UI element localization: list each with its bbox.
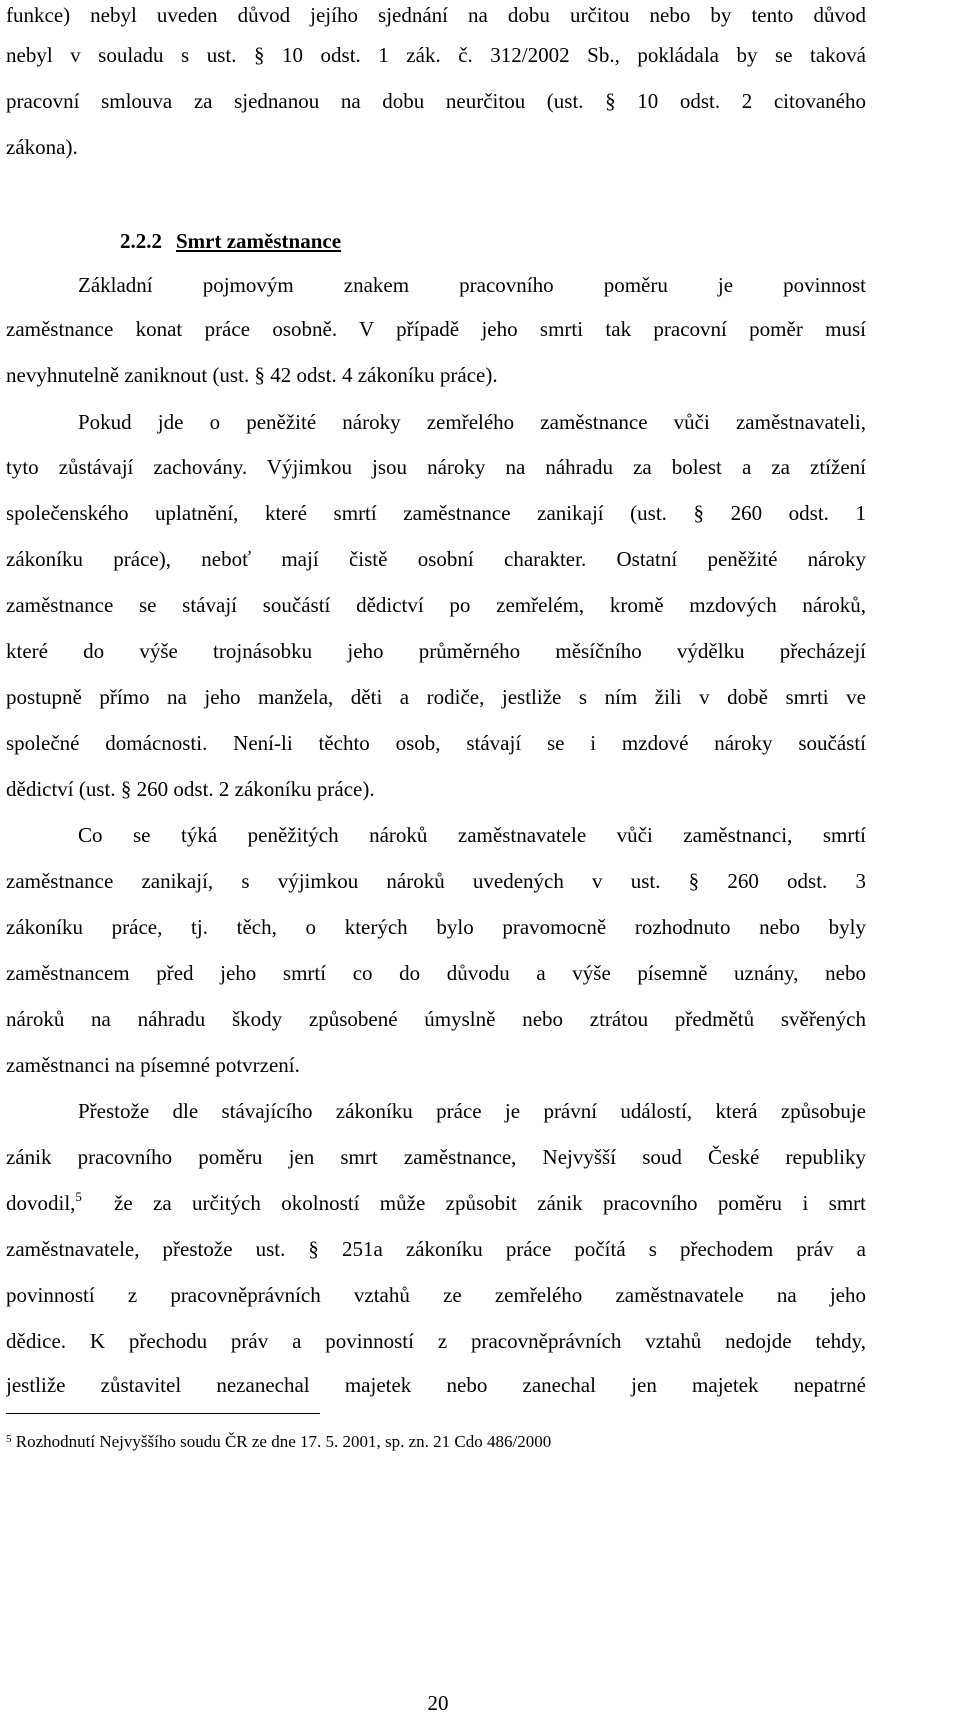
text-line: Pokud jde o peněžité nároky zemřelého zaměstnance vůči zaměstnavateli,: [78, 410, 866, 434]
text-line: Přestože dle stávajícího zákoníku práce je právní událostí, která způsobuje: [78, 1099, 866, 1123]
text-line: pracovní smlouva za sjednanou na dobu neurčitou (ust. § 10 odst. 2 citovaného: [6, 89, 866, 113]
footnote-text: Rozhodnutí Nejvyššího soudu ČR ze dne 17. 5. 2001, sp. zn. 21 Cdo 486/2000: [15, 1432, 552, 1451]
text-line: zákona).: [6, 135, 78, 159]
footnote-reference[interactable]: 5: [75, 1189, 82, 1204]
text-line: zákoníku práce), neboť mají čistě osobní charakter. Ostatní peněžité nároky: [6, 547, 866, 571]
text-fragment: dovodil,: [6, 1191, 76, 1215]
text-line: zákoníku práce, tj. těch, o kterých bylo pravomocně rozhodnuto nebo byly: [6, 915, 866, 939]
text-line: nebyl v souladu s ust. § 10 odst. 1 zák. č. 312/2002 Sb., pokládala by se taková: [6, 43, 866, 67]
text-line: Co se týká peněžitých nároků zaměstnavatele vůči zaměstnanci, smrtí: [78, 823, 866, 847]
text-line: zaměstnance se stávají součástí dědictví po zemřelém, kromě mzdových nároků,: [6, 593, 866, 617]
text-line: že za určitých okolností může způsobit zánik pracovního poměru i smrt: [114, 1191, 866, 1215]
text-line: zaměstnance konat práce osobně. V případě jeho smrti tak pracovní poměr musí: [6, 317, 866, 341]
text-line: zaměstnanci na písemné potvrzení.: [6, 1053, 300, 1077]
page-number: 20: [427, 1691, 449, 1715]
section-title: Smrt zaměstnance: [176, 229, 342, 253]
text-line: nároků na náhradu škody způsobené úmyslně nebo ztrátou předmětů svěřených: [6, 1007, 866, 1031]
text-line: které do výše trojnásobku jeho průměrného měsíčního výdělku přecházejí: [6, 639, 866, 663]
text-line: jestliže zůstavitel nezanechal majetek nebo zanechal jen majetek nepatrné: [6, 1373, 866, 1397]
text-line: postupně přímo na jeho manžela, děti a rodiče, jestliže s ním žili v době smrti ve: [6, 685, 866, 709]
text-line: povinností z pracovněprávních vztahů ze zemřelého zaměstnavatele na jeho: [6, 1283, 866, 1307]
text-line: zaměstnance zanikají, s výjimkou nároků uvedených v ust. § 260 odst. 3: [6, 869, 866, 893]
section-heading: [120, 226, 341, 256]
footnote: [6, 1430, 551, 1454]
section-number: 2.2.2: [120, 229, 162, 253]
text-line: nevyhnutelně zaniknout (ust. § 42 odst. 4 zákoníku práce).: [6, 363, 498, 387]
text-line: dědictví (ust. § 260 odst. 2 zákoníku práce).: [6, 777, 375, 801]
footnote-divider: [6, 1413, 320, 1414]
text-line: zánik pracovního poměru jen smrt zaměstnance, Nejvyšší soud České republiky: [6, 1145, 866, 1169]
text-line: Základní pojmovým znakem pracovního poměru je povinnost: [78, 273, 866, 297]
text-line: společenského uplatnění, které smrtí zaměstnance zanikají (ust. § 260 odst. 1: [6, 501, 866, 525]
text-line: zaměstnancem před jeho smrtí co do důvodu a výše písemně uznány, nebo: [6, 961, 866, 985]
text-line: dědice. K přechodu práv a povinností z pracovněprávních vztahů nedojde tehdy,: [6, 1329, 866, 1353]
footnote-number: 5: [6, 1433, 12, 1445]
text-line: tyto zůstávají zachovány. Výjimkou jsou nároky na náhradu za bolest a za ztížení: [6, 455, 866, 479]
text-line: zaměstnavatele, přestože ust. § 251a zákoníku práce počítá s přechodem práv a: [6, 1237, 866, 1261]
text-line: [6, 1188, 82, 1218]
text-line: společné domácnosti. Není-li těchto osob, stávají se i mzdové nároky součástí: [6, 731, 866, 755]
text-line: funkce) nebyl uveden důvod jejího sjednání na dobu určitou nebo by tento důvod: [6, 3, 866, 27]
